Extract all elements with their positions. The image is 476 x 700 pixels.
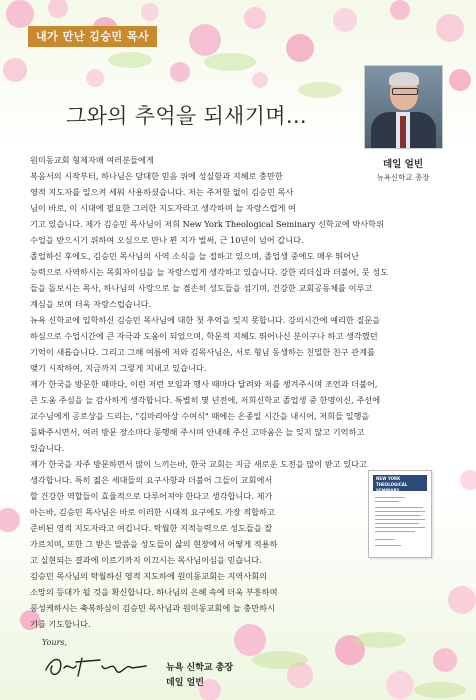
svg-text:Dale T. Irvin: Dale T. Irvin xyxy=(42,652,49,653)
body-line: 생각합니다. 특히 젊은 세대들의 요구사항과 더불어 그들이 교회에서 xyxy=(30,475,273,485)
body-line: 있습니다. xyxy=(30,443,65,453)
body-line: 아는바, 김승민 목사님은 바로 이러한 시대적 요구에도 가장 적합하고 xyxy=(30,507,275,517)
body-line: 님이 바로, 이 시대에 필요한 그러한 지도자라고 생각하며 늘 자랑스럽게 여 xyxy=(30,203,296,213)
body-line: 하심으로 수업시간에 큰 자극과 도움이 되었으며, 학문적 지혜도 뛰어나신 분이구나 하고 생각했던 xyxy=(30,331,378,341)
section-tag: 내가 만난 김승민 목사 xyxy=(28,26,157,47)
letter-body xyxy=(30,152,446,632)
body-line: 제가 한국을 자주 방문하면서 많이 느끼는바, 한국 교회는 지금 새로운 도전을 많이 받고 있다고 xyxy=(30,459,367,469)
letter-letterhead: NEW YORK THEOLOGICAL SEMINARY xyxy=(373,475,427,491)
photo-caption-name: 데일 얼빈 xyxy=(382,159,423,170)
author-photo xyxy=(364,65,443,149)
body-line: 제가 한국을 방문한 때마다, 이런 저런 모임과 행사 때마다 달려와 저를 챙겨주시며 조언과 더불어, xyxy=(30,379,378,389)
body-line: 돌봐주시면서, 여러 방문 장소마다 동행해 주시며 안내해 주신 고마움은 늘 잊지 않고 기억하고 xyxy=(30,427,365,437)
body-line: 가르치며, 또한 그 받은 말씀을 성도들이 삶의 현장에서 어떻게 적용하 xyxy=(30,539,278,549)
photo-caption-role: 뉴욕신학교 총장 xyxy=(376,173,430,182)
body-line: 기억이 새롭습니다. 그리고 그해 여름에 저와 김목사님은, 서로 형님 동생하는 친밀한 친구 관계를 xyxy=(30,347,375,357)
body-line: 소망의 등대가 될 것을 확신합니다. 하나님의 은혜 속에 더욱 부흥하며 xyxy=(30,587,278,597)
signer-title: 뉴욕 신학교 총장 xyxy=(166,663,234,673)
body-line: 큰 도움 주심을 늘 감사하게 생각합니다. 특별히 몇 년전에, 저희신학교 졸업생 중 한명이신, 주선에 xyxy=(30,395,381,405)
body-line: 준비된 영적 지도자라고 여깁니다. 탁월한 지적능력으로 성도들을 잘 xyxy=(30,523,273,533)
body-line: 할 건강한 역할들이 효율적으로 다루어져야 한다고 생각합니다. 제가 xyxy=(30,491,273,501)
letter-image xyxy=(368,470,432,558)
signature-image xyxy=(42,652,152,682)
body-line: 능력으로 사역하시는 목회자이심을 늘 자랑스럽게 생각하고 있습니다. 강한 리더십과 더불어, 뭇 성도 xyxy=(30,267,389,277)
body-line: 교수님에게 공로상을 드리는, "김마리아상 수여식" 때에는 온종일 시간을 내시어, 저희들 일행을 xyxy=(30,411,370,421)
body-line: 뉴욕 신학교에 입학하신 김승민 목사님에 대한 첫 추억을 잊지 못합니다. 강의시간에 예리한 질문을 xyxy=(30,315,381,325)
body-line: 맺기 시작하여, 지금까지 그렇게 지내고 있습니다. xyxy=(30,363,207,373)
closing-text: Yours, xyxy=(42,638,68,647)
signer-name: 데일 얼빈 xyxy=(166,678,204,688)
body-line: 들을 돌보시는 목사, 하나님의 사랑으로 늘 겸손히 성도들을 섬기며, 건강한 교회공동체를 이루고 xyxy=(30,283,373,293)
body-line: 기를 기도합니다. xyxy=(30,619,91,629)
body-line: 풍성케하시는 축복하심이 김승민 목사님과 원미동교회에 늘 충만하시 xyxy=(30,603,275,613)
body-line: 영적 지도자를 일으켜 세워 사용하셨습니다. 저는 주저함 없이 김승민 목사 xyxy=(30,187,294,197)
body-line: 기고 있습니다. 제가 김승민 목사님이 저희 New York Theological Seminary 신학교에 박사학위 xyxy=(30,219,385,229)
page-title: 그와의 추억을 되새기며… xyxy=(66,104,308,128)
body-line: 김승민 목사님의 탁월하신 영적 지도하에 원미동교회는 지역사회의 xyxy=(30,571,268,581)
body-line: 복음서의 시작부터, 하나님은 담대한 믿음 위에 성실함과 지혜로 충만한 xyxy=(30,171,283,181)
body-line: 고 실현되는 결과에 이르기까지 이끄시는 목사님이심을 믿습니다. xyxy=(30,555,262,565)
body-line: 졸업하신 후에도, 김승민 목사님의 사역 소식을 늘 접하고 있으며, 졸업생 중에도 매우 뛰어난 xyxy=(30,251,360,261)
body-line: 수업을 받으시기 위하여 오심으로 만나 뵌 지가 벌써, 근 10년이 넘어 갑니다. xyxy=(30,235,304,245)
body-line: 원미동교회 형제자매 여러분들에게 xyxy=(30,155,154,165)
body-line: 계심을 보며 더욱 자랑스럽습니다. xyxy=(30,299,152,309)
